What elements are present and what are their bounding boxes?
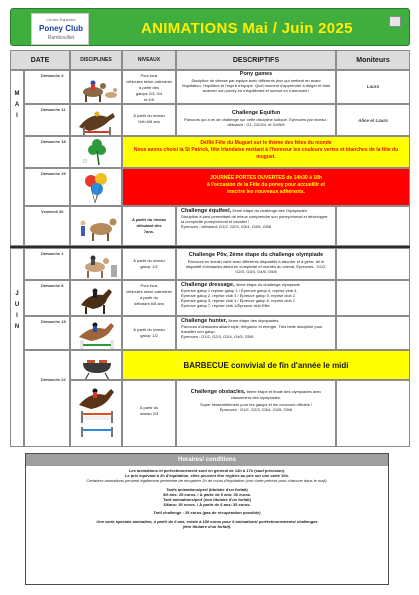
dressage-horse-icon [71, 281, 122, 316]
event-banner-text: JOURNÉE PORTES OUVERTES de 14h30 à 18h à l'occasion de la Fête du poney pour accueillir et inscrire les nouveaux adhérents. [207, 175, 325, 195]
row-level: À partir du niveau Déb 6/8 ans [122, 104, 176, 136]
row-level: À partir du niveau débutant dès 7ans. [122, 206, 176, 246]
row-date: Vendredi 30 [24, 206, 70, 246]
discipline-image-obstacles [70, 380, 122, 447]
hours-body [34, 468, 380, 529]
discipline-image-ptv [70, 248, 122, 280]
discipline-image-hunter [70, 316, 122, 350]
row-description [176, 316, 336, 350]
activity-title: Pony games [239, 71, 273, 77]
banner-square [389, 16, 401, 27]
row-level: À partir du niveau galop: 1/2 [122, 316, 176, 350]
row-level: À partir du niveau galop: 1/2 [122, 248, 176, 280]
activity-title-detail: 2ème étape du challenge des Olympiades [232, 208, 307, 213]
balloons-icon [71, 169, 122, 206]
discipline-image-dressage [70, 280, 122, 316]
activity-details: Épreuve galop 1 reprise galop 1 / Épreuve galop 4, reprise club 4. Épreuve galop 2, reprise club 3 / Épreuve galop 5, reprise club 2 Épreuve galop 3, reprise club 3 / Épreuve galop 6, reprise club 1 Épreuve galop 7, reprise club 1/Épreuve club Elite. [181, 288, 298, 308]
page-title: ANIMATIONS Mai / Juin 2025 [141, 20, 353, 37]
hours-conditions-box [25, 453, 389, 585]
show-jumping-icon [71, 381, 122, 447]
hours-line: Tarif challenge : 25 euros (pas de récupération possible) [153, 510, 261, 516]
row-description [176, 206, 336, 246]
header-banner [10, 8, 410, 46]
activity-title-detail: 5ème étape des olympiades. [228, 318, 280, 323]
hours-title: Horaires/ conditions [26, 454, 388, 466]
row-level: À partir du niveau 2/3 [122, 380, 176, 447]
activity-title: Challenge équifeel, [181, 208, 232, 214]
hours-line: 3/6 ans: 25 euros. / À partir de 6 ans: 30 euros. [162, 491, 252, 497]
hours-line: Les animations et perfectionnement sont en général de 14h à 17h (sauf précision). [128, 468, 286, 473]
activity-details: Super rassemblement pour les galops et les concours officiels ! Épreuves : G1/2, G2/3, G3/4, G4/5, G5/6 [200, 402, 312, 412]
row-date: Dimanche 4 [24, 70, 70, 104]
row-level: Pour tous véhicules selon calendrier à partir du débutant 6/8 ans [122, 280, 176, 316]
activity-title: Challenge hunter, [181, 318, 228, 324]
event-banner-fete-du-muguet [122, 136, 410, 168]
month-label-june: J U I N [10, 248, 24, 447]
barbecue-icon [71, 351, 122, 380]
jumping-horse-icon [71, 105, 122, 136]
row-monitor [336, 280, 410, 316]
row-level: Pour tous véhicules selon calendrier à partir des galops 2/3, 3/4 et 4/5 [122, 70, 176, 104]
hours-line: Tarifs animations/perf (titulaire d'un forfait) [166, 486, 248, 492]
trail-horse-icon [71, 249, 122, 280]
activity-title-detail: 6ème étape et finale des olympiades avec classement des olympiades. [230, 389, 322, 400]
row-monitor [336, 248, 410, 280]
discipline-image-parade [70, 136, 122, 168]
activity-details: Parcours qui à mi de challenge sur cette discipline ludique. Épreuves par niveau : débutant : G1, G2/3/4, et G4/5/6 [183, 117, 329, 127]
hours-line: Tarif animations/perf (non titulaire d'un forfait) [163, 497, 251, 503]
activity-details: Discipline de vitesse par équipe avec différents jeux qui mettent en avant l'équitation, l'équilibre et l'esprit d'équipe. Quel moment d'apprendre à diriger et faire avancer son poney en s'équilibrant et surtout en s'amusant ! [181, 78, 331, 93]
club-logo [31, 13, 89, 45]
row-date: Dimanche 1 [24, 248, 70, 280]
activity-details: Parcours d'obstacles alliant style, élégance et énergie. Très belle discipline pour travailler son galop. Épreuves : G1/2, G2/3, G3/4, G4/5, G5/6 [181, 324, 323, 339]
column-header-moniteurs: Moniteurs [336, 50, 410, 70]
row-monitor [336, 316, 410, 350]
pony-rider-icon [71, 71, 122, 104]
activity-title-detail: 4ème étape du challenge olympiade [235, 282, 300, 287]
row-date: Dimanche 25 [24, 168, 70, 206]
activity-details: Discipline à pied permettant de mieux comprendre son poney/cheval et développer la complicité poney/cheval et cavalier ! Épreuves : débutant, G1/2, G2/3, G3/4, G4/5, G5/6 [181, 214, 328, 229]
column-header-date: DATE [10, 50, 70, 70]
event-banner-portes-ouvertes [122, 168, 410, 206]
activity-details: Parcours en terrain varié avec différents dispositifs à aborder et à gérer, tel le dispositif d'obstacles allant en complicité et montés du cheval. Épreuves : G1/2, G2/3, G3/4, G4/5, G5/6 [185, 259, 327, 274]
row-description [176, 248, 336, 280]
row-monitor [336, 206, 410, 246]
event-banner-text: Défilé Fête du Muguet sur le thème des fêtes du monde Nous avons choisi la St Patrick, fête Irlandaise mettant à l'honneur les couleurs vertes et blanches de la fête du muguet. [133, 140, 399, 160]
logo-line-3: Rambouillet [47, 35, 75, 41]
shamrock-icon [71, 137, 122, 168]
column-header-descriptifs: DESCRIPTIFS [176, 50, 336, 70]
column-header-niveaux: NIVEAUX [122, 50, 176, 70]
hours-line: Une carte spéciale animation, à partir de 6 ans, existe à 150 euros pour 6 animations/ perfectionnements/ challenges [96, 518, 318, 524]
schedule-table [10, 50, 410, 447]
row-date: Dimanche 22 [24, 350, 70, 447]
row-description [176, 280, 336, 316]
logo-line-1: Centre Equestre [46, 17, 76, 22]
hours-line: Certaines animations peuvent également permettre de récupérer 2h de cours d'équitation (voir carte précisé pour chacune dans le mail). [86, 478, 328, 484]
discipline-image-equifun [70, 104, 122, 136]
hours-line: Le prix équivaut à 2h d'équitation, elles peuvent être réglées au prix sur une carte 10h. [124, 473, 290, 479]
activity-title: Challenge Equifun [231, 110, 281, 116]
column-header-disciplines: DISCIPLINES [70, 50, 122, 70]
row-monitor: Alice et Laura [336, 104, 410, 136]
discipline-image-open-day [70, 168, 122, 206]
discipline-image-pony-games [70, 70, 122, 104]
hunter-jump-icon [71, 317, 122, 350]
hours-line: (être titulaire d'un forfait). [182, 523, 232, 529]
horse-on-foot-icon [71, 207, 122, 246]
hours-line: 3/6ans: 30 euros. / À partir de 6 ans: 35 euros. [163, 502, 251, 508]
row-date: Dimanche 15 [24, 316, 70, 350]
row-description [176, 70, 336, 104]
discipline-image-equifeel [70, 206, 122, 246]
row-date: Dimanche 18 [24, 136, 70, 168]
row-description [176, 380, 336, 447]
month-label-may: M A I [10, 70, 24, 246]
activity-title: Challenge obstacles, [190, 389, 246, 395]
row-monitor: Laura [336, 70, 410, 104]
logo-line-2: Poney Club [38, 24, 83, 33]
row-date: Dimanche 8 [24, 280, 70, 316]
row-date: Dimanche 11 [24, 104, 70, 136]
event-banner-barbecue: BARBECUE convivial de fin d'année le midi [122, 350, 410, 380]
activity-title: Challenge Pôv, 2ème étape du challenge olympiade [188, 252, 324, 258]
row-monitor [336, 380, 410, 447]
row-description [176, 104, 336, 136]
activity-title: Challenge dressage, [181, 282, 235, 288]
discipline-image-barbecue [70, 350, 122, 380]
